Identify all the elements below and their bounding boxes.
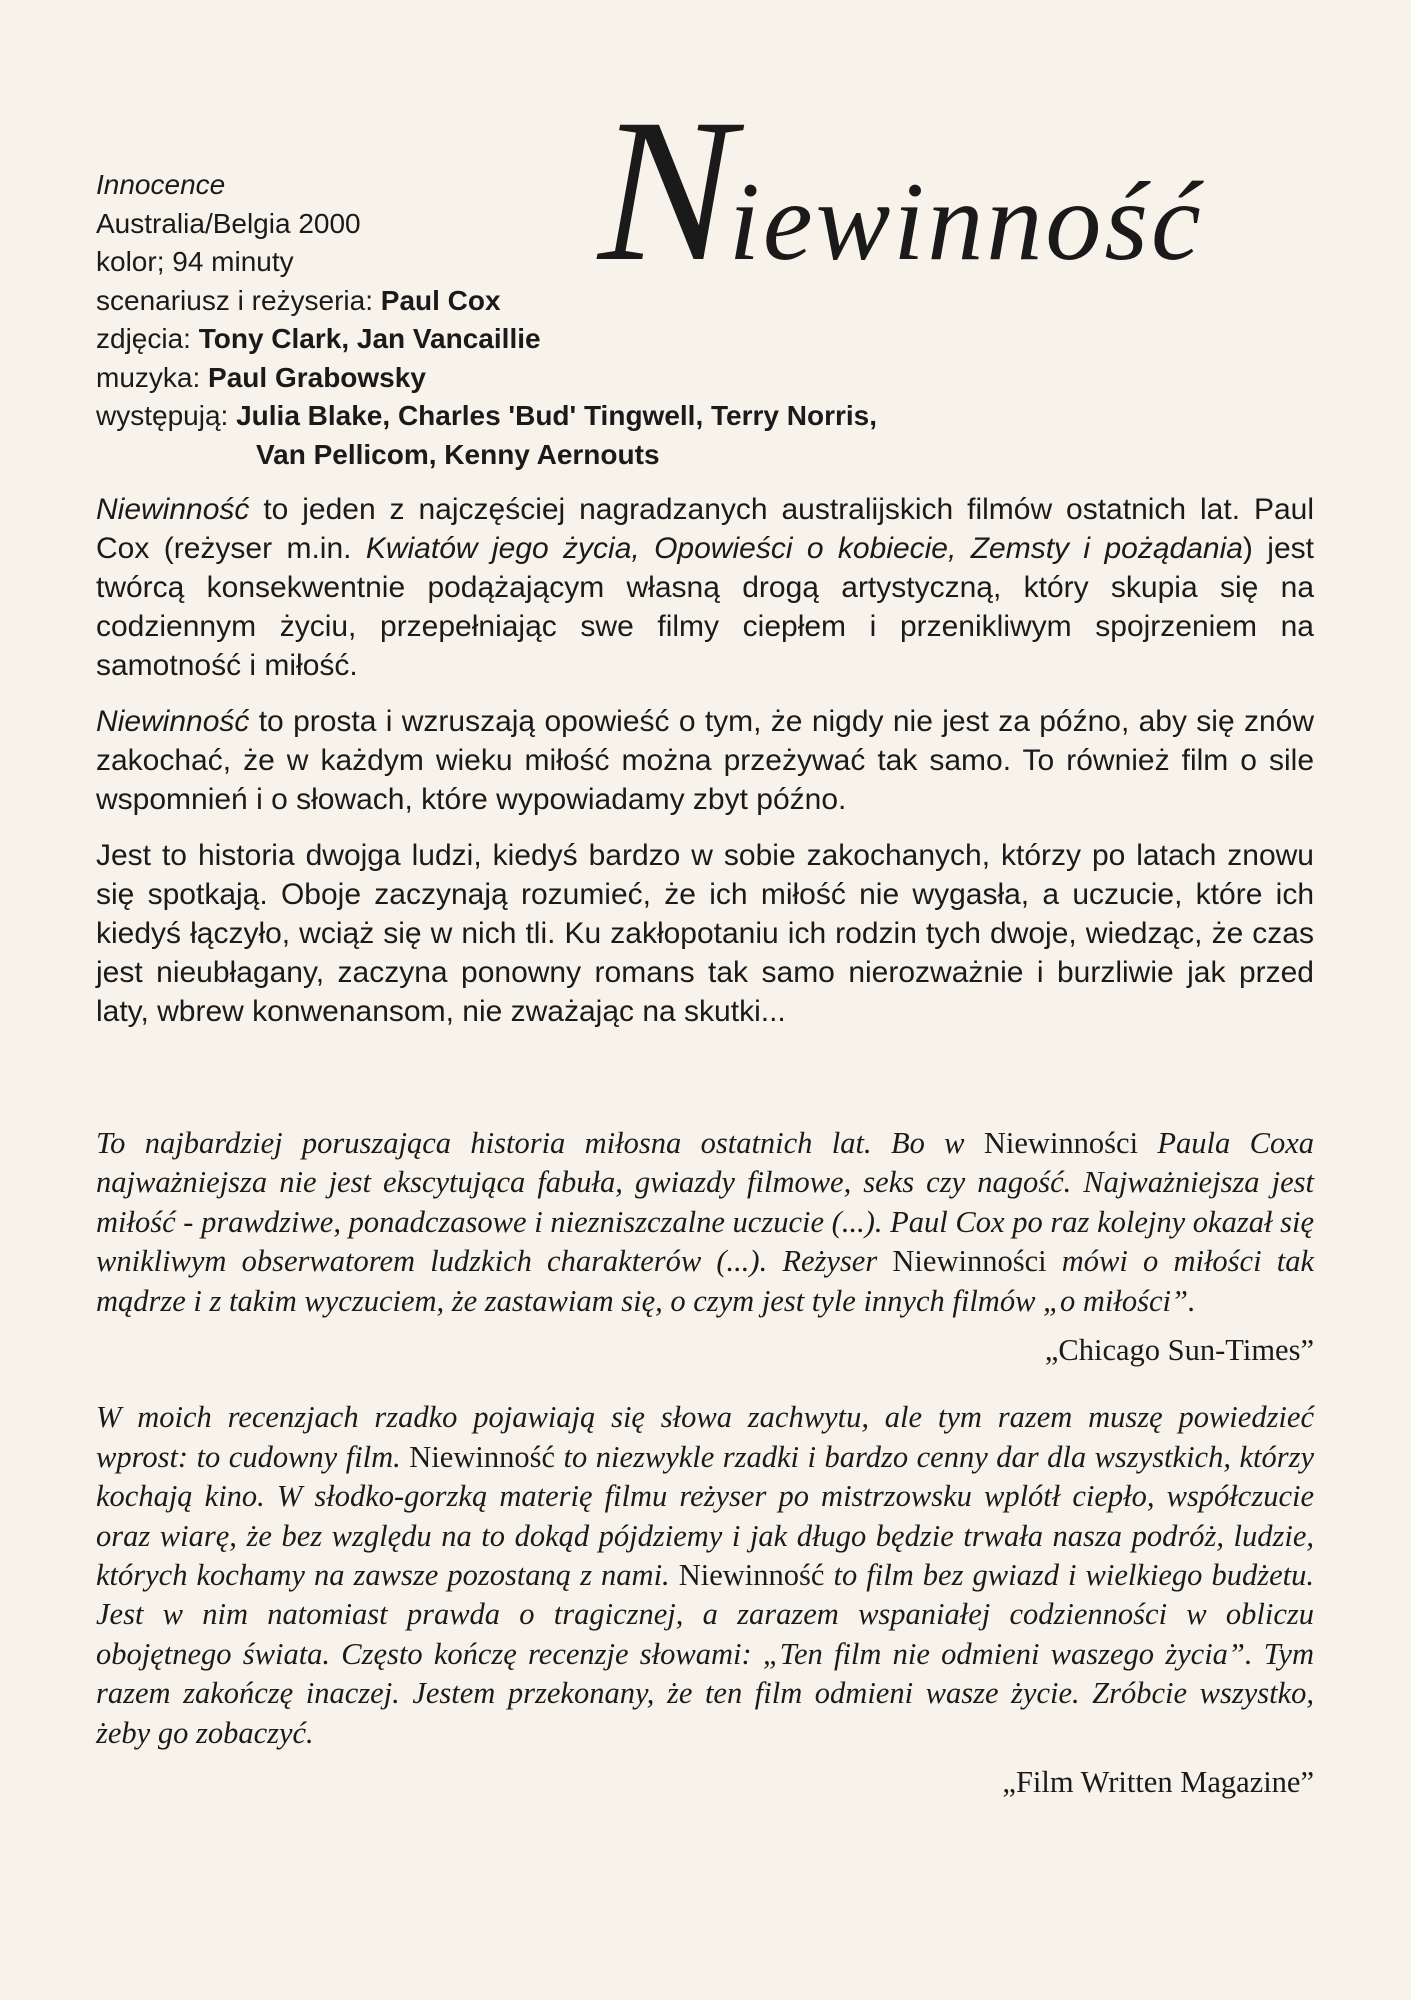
credit-value: Tony Clark, Jan Vancaillie	[198, 323, 541, 354]
credit-value: Julia Blake, Charles 'Bud' Tingwell, Terry Norris,	[236, 400, 878, 431]
credit-music	[96, 359, 877, 398]
quote-text: To najbardziej poruszająca historia miłosna ostatnich lat. Bo w	[96, 1126, 984, 1160]
film-title: Niewinność	[96, 705, 250, 738]
paragraph-3: Jest to historia dwojga ludzi, kiedyś bardzo w sobie zakochanych, którzy po latach znowu się spotkają. Oboje zaczynają rozumieć, że ich miłość nie wygasła, a uczucie, które ich kiedyś łączyło, wciąż się w nich tli. Ku zakłopotaniu ich rodzin tych dwoje, wiedząc, że czas jest nieubłagany, zaczyna ponowny romans tak samo nierozważnie i burzliwie jak przed laty, wbrew konwenansom, nie zważając na skutki...	[96, 839, 1314, 1028]
credit-direction	[96, 282, 877, 321]
credit-value: Paul Cox	[380, 284, 501, 316]
color-runtime: kolor; 94 minuty	[96, 246, 294, 277]
credit-cast-continued	[96, 436, 877, 475]
film-title: Niewinność	[96, 493, 250, 526]
film-title: Niewinność	[409, 1439, 555, 1474]
description-body	[96, 490, 1314, 1048]
quote-text: Paula Coxa najważniejsza nie jest ekscytująca fabuła, gwiazdy filmowe, seks czy nagość. Najważniejsza jest miłość - prawdziwe, ponadczasowe i niezniszczalne uczucie (...). Paul Cox po raz kolejny okazał się wnikliwym obserwatorem ludzkich charakterów (...). Reżyser	[96, 1126, 1314, 1279]
review-source-1: „Chicago Sun-Times”	[1044, 1333, 1314, 1368]
credit-label: zdjęcia:	[96, 323, 199, 354]
review-quote-2	[96, 1398, 1314, 1753]
film-title: Niewinności	[983, 1126, 1139, 1160]
original-title: Innocence	[96, 169, 226, 200]
reviews-section	[96, 1124, 1314, 1831]
quote-text: mówi o miłości tak mądrze i z takim wyczuciem, że zastawiam się, o czym jest tyle innych filmów „o miłości”.	[96, 1244, 1314, 1318]
credits-block	[96, 166, 877, 474]
paragraph-1	[96, 490, 1314, 685]
credit-photography	[96, 320, 877, 359]
credit-label: muzyka:	[96, 361, 209, 393]
paragraph-text: ) jest twórcą konsekwentnie podążającym własną drogą artystyczną, który skupia się na codziennym życiu, przepełniając swe filmy ciepłem i przenikliwym spojrzeniem na samotność i miłość.	[96, 532, 1314, 682]
film-title: Niewinności	[892, 1244, 1047, 1279]
credit-label: scenariusz i reżyseria:	[96, 284, 381, 316]
credit-cast	[96, 397, 877, 436]
quote-text: to film bez gwiazd i wielkiego budżetu. Jest w nim natomiast prawda o tragicznej, a zarazem wspaniałej codzienności w obliczu obojętnego świata. Często kończę recenzje słowami: „Ten film nie odmieni waszego życia”. Tym razem zakończę inaczej. Jestem przekonany, że ten film odmieni wasze życie. Zróbcie wszystko, żeby go zobaczyć.	[96, 1558, 1314, 1750]
paragraph-2	[96, 702, 1314, 819]
country-year: Australia/Belgia 2000	[96, 207, 361, 239]
film-title: Niewinność	[678, 1558, 825, 1593]
title-rest: iewinność	[728, 160, 1204, 284]
review-quote-1	[96, 1124, 1314, 1321]
quote-text: W moich recenzjach rzadko pojawiają się słowa zachwytu, ale tym razem muszę powiedzieć wprost: to cudowny film.	[96, 1400, 1314, 1474]
credit-label: występują:	[96, 400, 237, 431]
credit-value: Van Pellicom, Kenny Aernouts	[256, 438, 660, 470]
paragraph-text: to prosta i wzruszają opowieść o tym, że nigdy nie jest za późno, aby się znów zakochać, że w każdym wieku miłość można przeżywać tak samo. To również film o sile wspomnień i o słowach, które wypowiadamy zbyt późno.	[96, 705, 1314, 816]
paragraph-text: to jeden z najczęściej nagradzanych australijskich filmów ostatnich lat. Paul Cox (reżyser m.in.	[96, 493, 1314, 565]
quote-text: to niezwykle rzadki i bardzo cenny dar dla wszystkich, którzy kochają kino. W słodko-gorzką materię filmu reżyser po mistrzowsku wplótł ciepło, współczucie oraz wiarę, że bez względu na to dokąd pójdziemy i jak długo będzie trwała nasza podróż, ludzie, których kochamy na zawsze pozostaną z nami.	[96, 1439, 1314, 1593]
credit-value: Paul Grabowsky	[208, 361, 426, 393]
other-films: Kwiatów jego życia, Opowieści o kobiecie, Zemsty i pożądania	[365, 532, 1243, 565]
title-initial: N	[598, 77, 729, 304]
review-source-2: „Film Written Magazine”	[1002, 1765, 1314, 1800]
